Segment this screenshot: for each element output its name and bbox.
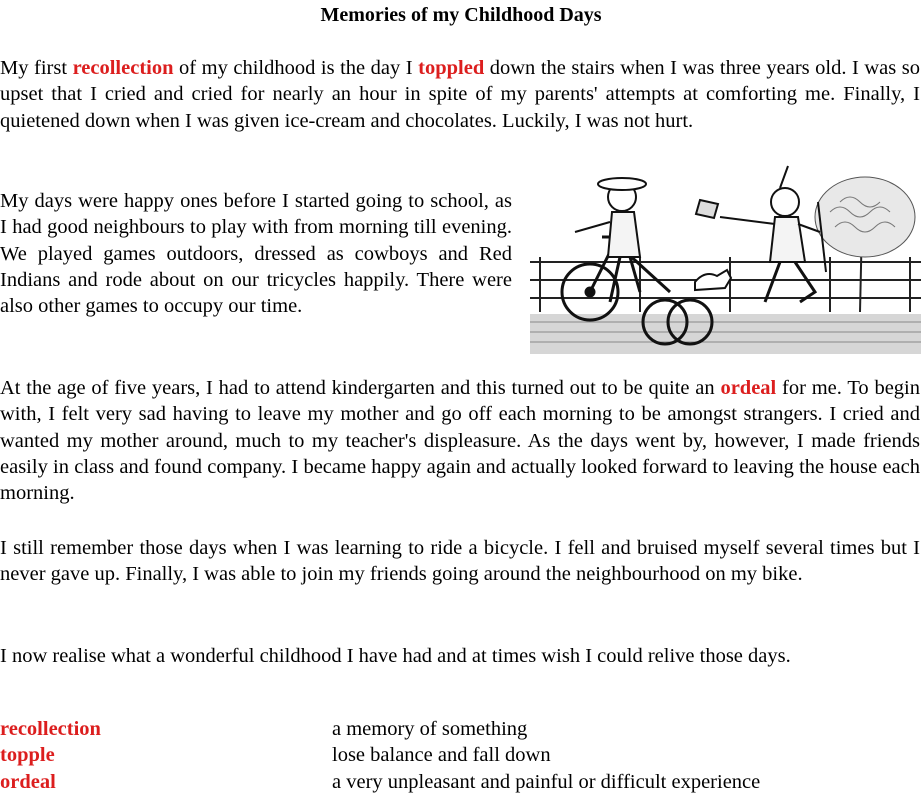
highlight-recollection: recollection xyxy=(72,57,174,79)
p3-text-a: At the age of five years, I had to attend kindergarten and this turned out to be quite an xyxy=(0,377,721,399)
glossary-term: ordeal xyxy=(0,770,56,793)
glossary-row xyxy=(0,769,922,795)
glossary xyxy=(0,716,922,795)
paragraph-kindergarten xyxy=(0,375,920,506)
paragraph-happy-days: My days were happy ones before I started going to school, as I had good neighbours to play with from morning till evening. We played games outdoors, dressed as cowboys and Red Indians and rode about on our tricycles happily. There were also other games to occupy our time. xyxy=(0,190,512,318)
p1-text-c: down the stairs when I was three years old. I was so upset that I cried and cried for nearly an hour in spite of my parents' attempts at comforting me. Finally, I quietened down when I was given ice-cream and chocolates. Luckily, I was not hurt. xyxy=(0,57,921,132)
glossary-term: recollection xyxy=(0,718,101,740)
p1-text-a: My first xyxy=(0,57,73,79)
glossary-definition: lose balance and fall down xyxy=(332,744,551,767)
glossary-row xyxy=(0,716,922,742)
paragraph-bicycle: I still remember those days when I was learning to ride a bicycle. I fell and bruised myself several times but I never gave up. Finally, I was able to join my friends going around the neighbourhood on my bike. xyxy=(0,537,920,586)
glossary-definition: a very unpleasant and painful or difficult experience xyxy=(332,770,761,793)
page-title: Memories of my Childhood Days xyxy=(320,4,602,26)
paragraph-conclusion: I now realise what a wonderful childhood I have had and at times wish I could relive those days. xyxy=(0,645,791,667)
highlight-toppled: toppled xyxy=(418,57,485,79)
paragraph-first-recollection xyxy=(0,55,920,134)
glossary-row xyxy=(0,742,922,768)
glossary-definition: a memory of something xyxy=(332,718,528,740)
glossary-term: topple xyxy=(0,744,55,767)
children-playing-illustration xyxy=(530,162,921,354)
p1-text-b: of my childhood is the day I xyxy=(173,57,419,79)
p3-text-b: for me. To begin with, I felt very sad having to leave my mother and go off each morning to be amongst strangers. I cried and wanted my mother around, much to my teacher's displeasure. As the days went by, however, I made friends easily in class and found company. I became happy again and actually looked forward to leaving the house each morning. xyxy=(0,377,921,505)
highlight-ordeal: ordeal xyxy=(720,377,777,399)
